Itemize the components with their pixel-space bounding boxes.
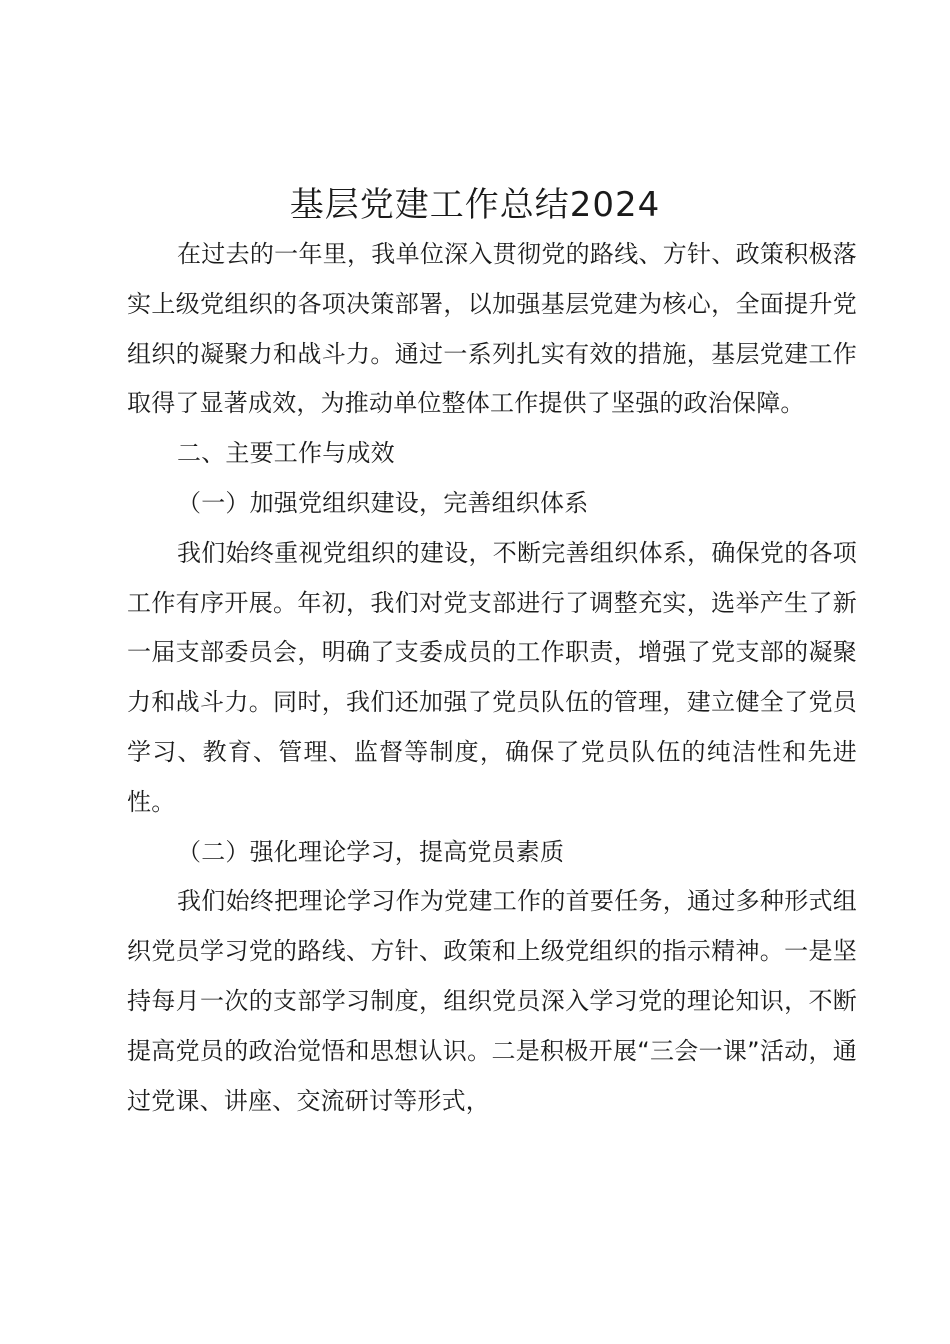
section-heading-main-work: 二、主要工作与成效 xyxy=(177,439,395,468)
subsection-heading-theory-study: （二）强化理论学习，提高党员素质 xyxy=(177,837,565,866)
organization-paragraph: 我们始终重视党组织的建设，不断完善组织体系，确保党的各项工作有序开展。年初，我们对党支部进行了调整充实，选举产生了新一届支部委员会，明确了支委成员的工作职责，增强了党支部的凝聚力和战斗力。同时，我们还加强了党员队伍的管理，建立健全了党员学习、教育、管理、监督等制度，确保了党员队伍的纯洁性和先进性。 xyxy=(127,538,857,816)
intro-paragraph: 在过去的一年里，我单位深入贯彻党的路线、方针、政策积极落实上级党组织的各项决策部署，以加强基层党建为核心，全面提升党组织的凝聚力和战斗力。通过一系列扎实有效的措施，基层党建工作取得了显著成效，为推动单位整体工作提供了坚强的政治保障。 xyxy=(127,240,857,418)
document-title: 基层党建工作总结2024 xyxy=(289,185,661,225)
theory-study-paragraph: 我们始终把理论学习作为党建工作的首要任务，通过多种形式组织党员学习党的路线、方针、政策和上级党组织的指示精神。一是坚持每月一次的支部学习制度，组织党员深入学习党的理论知识，不断提高党员的政治觉悟和思想认识。二是积极开展“三会一课”活动，通过党课、讲座、交流研讨等形式， xyxy=(127,887,857,1115)
subsection-heading-organization: （一）加强党组织建设，完善组织体系 xyxy=(177,488,589,517)
document-body xyxy=(127,230,857,1126)
